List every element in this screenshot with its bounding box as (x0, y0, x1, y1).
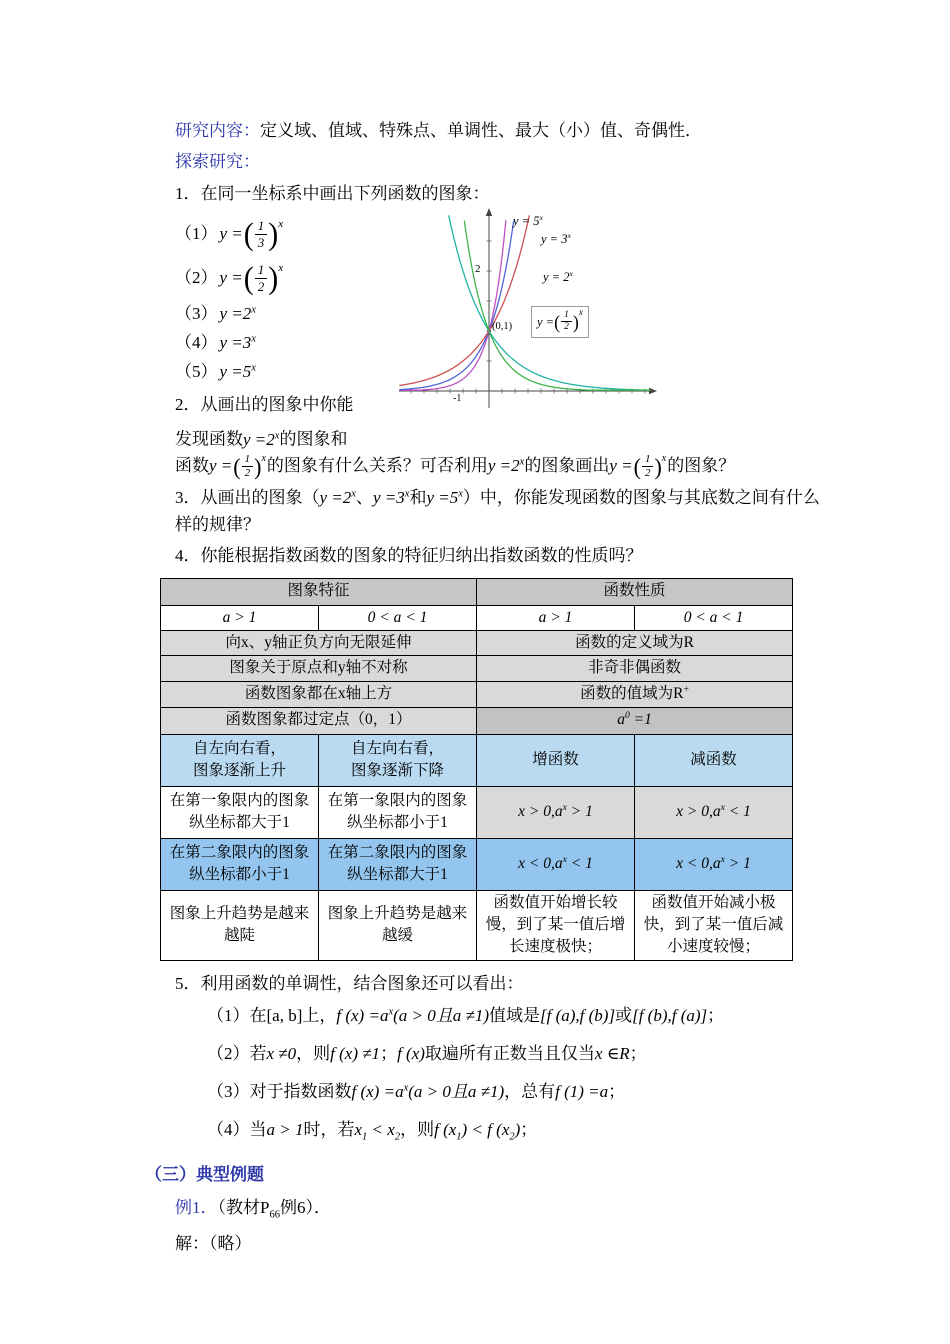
math-body: y =3 (372, 488, 405, 508)
text: （3）对于指数函数 (207, 1082, 352, 1102)
math-body: x < 0,a (518, 854, 563, 872)
math-expression: x ∈R (594, 1044, 630, 1064)
exponent: x (519, 456, 525, 468)
item-label: （5） (175, 362, 218, 382)
exponential-functions-graph (389, 206, 679, 420)
math-expression (352, 1082, 505, 1101)
math-expression (220, 359, 256, 385)
fraction (255, 262, 268, 294)
table-cell (477, 838, 635, 890)
denominator: 2 (564, 322, 569, 333)
math-body: < 1 (724, 802, 751, 820)
text-line: 自左向右看， (192, 739, 286, 757)
math-expression: [f (a),f (b)] (540, 1006, 616, 1026)
research-content-line (175, 118, 823, 144)
exponent: x (274, 430, 280, 442)
text: ； (629, 1044, 647, 1064)
table-cell: 图象关于原点和y轴不对称 (161, 656, 477, 681)
item-1 (207, 1002, 823, 1031)
curve-label-half-x (531, 306, 589, 338)
text: 的图象画出 (524, 455, 610, 475)
math-body: (a > 0且a ≠1) (408, 1082, 505, 1102)
question-2-line-1: 2．从画出的图象中你能 (175, 395, 354, 415)
document-page (145, 118, 823, 1263)
curve-label-3x (541, 232, 571, 246)
table-cell: 向x、y轴正负方向无限延伸 (161, 630, 477, 655)
math-lhs: y = (219, 223, 243, 243)
exponent: x (403, 1082, 409, 1094)
numerator: 1 (255, 262, 268, 279)
table-cell: 函数性质 (477, 578, 793, 605)
math-body: ) < f (x (461, 1119, 510, 1139)
table-row (161, 786, 793, 838)
math-body: (a > 0且a ≠1) (393, 1006, 489, 1026)
math-expression (243, 430, 279, 449)
example-label: 例1． (175, 1197, 218, 1217)
table-cell: 图象上升趋势是越来越陡 (161, 890, 319, 960)
math-expression (220, 301, 256, 327)
math-body: > 1 (724, 854, 751, 872)
table-row (161, 681, 793, 707)
math-body: y =2 (219, 304, 252, 324)
section-3-title: （三）典型例题 (145, 1165, 264, 1185)
text: 例6）． (280, 1197, 331, 1217)
math-body: ) (514, 1119, 521, 1139)
table-cell (161, 734, 319, 786)
function-item-2 (175, 256, 389, 300)
math-expression (336, 1006, 489, 1025)
text: ； (520, 1119, 538, 1139)
explore-label: 探索研究： (175, 152, 260, 172)
x-tick-label: -1 (453, 393, 462, 405)
item-label: （2） (175, 267, 218, 287)
subscript: 2 (509, 1131, 515, 1143)
math-body: x > 0,a (676, 802, 721, 820)
table-row (161, 734, 793, 786)
table-cell: 图象上升趋势是越来越缓 (319, 890, 477, 960)
curve-label-5x (513, 214, 543, 228)
superscript: x (562, 853, 567, 865)
y-axis-arrow (486, 208, 492, 216)
math-lhs: y = (209, 455, 233, 475)
text: （1）在[a, b]上， (207, 1006, 337, 1026)
table-cell: 函数值开始减小极快，到了某一值后减小速度较慢； (635, 890, 793, 960)
table-cell: 函数的定义域为R (477, 630, 793, 655)
text: ，则 (296, 1044, 331, 1064)
section-5-title: 5．利用函数的单调性，结合图象还可以看出： (175, 973, 524, 993)
math-expression (426, 488, 462, 507)
math-body: < x (367, 1119, 395, 1139)
text: 函数的值域为R (580, 685, 684, 703)
function-item-3 (175, 300, 389, 329)
math-expression (320, 488, 356, 507)
superscript: x (562, 801, 567, 813)
function-item-1 (175, 212, 389, 256)
subscript: 1 (362, 1131, 368, 1143)
math-expression: f (x) ≠1 (330, 1044, 381, 1064)
math-body: f (x) =a (351, 1082, 404, 1102)
text-line: 图象逐渐上升 (192, 762, 286, 780)
math-expression: [f (b),f (a)] (632, 1006, 708, 1026)
curve-y = 2^x (399, 215, 529, 385)
table-row-header (161, 578, 793, 605)
math-body: y =2 (487, 455, 520, 475)
denominator: 2 (257, 278, 265, 294)
math-body: y =5 (426, 488, 459, 508)
fraction (642, 453, 654, 480)
fraction (561, 310, 572, 334)
subscript: 66 (269, 1209, 280, 1220)
numerator: 1 (242, 453, 254, 467)
text: 函数 (175, 455, 209, 475)
math-expression (373, 488, 409, 507)
table-cell: 减函数 (635, 734, 793, 786)
exponent: x (661, 453, 667, 465)
numerator: 1 (255, 218, 268, 235)
table-cell: 函数图象都在x轴上方 (161, 681, 477, 707)
table-cell (319, 734, 477, 786)
subscript: 1 (456, 1131, 462, 1143)
table-cell (477, 681, 793, 707)
table-row (161, 838, 793, 890)
subscript: 2 (394, 1131, 401, 1143)
table-cell: 在第二象限内的图象纵坐标都小于1 (161, 838, 319, 890)
exponent: x (278, 217, 284, 230)
exponent: x (351, 488, 356, 500)
right-paren: ) (268, 260, 279, 296)
fraction (242, 453, 254, 480)
fraction (255, 218, 268, 250)
research-content-label: 研究内容： (175, 121, 260, 140)
table-cell: 0 < a < 1 (635, 605, 793, 630)
exponent: x (578, 307, 583, 318)
math-lhs: y = (609, 455, 633, 475)
math-body: > 1 (566, 802, 593, 820)
math-lhs: y = (219, 267, 243, 287)
text: （2）若 (207, 1044, 267, 1064)
exponent: x (569, 269, 573, 279)
question-2-line-2 (175, 422, 389, 453)
text: 、 (355, 488, 373, 508)
label-text: y = 2 (543, 270, 570, 285)
math-body: a (617, 711, 625, 729)
left-paren: ( (243, 260, 254, 296)
label-text: y = 5 (513, 214, 540, 229)
table-cell: a > 1 (477, 605, 635, 630)
exponent: x (567, 231, 571, 241)
function-item-4 (175, 329, 389, 358)
label-text: y = (537, 314, 555, 329)
exponent: x (261, 453, 266, 465)
properties-table (160, 578, 793, 961)
curve-y = 5^x (399, 220, 506, 390)
text: （4）当 (207, 1119, 267, 1139)
table-cell (477, 707, 793, 734)
fraction-expression (244, 262, 283, 294)
math-expression (434, 1119, 521, 1143)
exponent: x (458, 488, 463, 500)
fraction-expression (634, 453, 667, 480)
superscript: + (683, 683, 689, 695)
example-1-line (175, 1195, 823, 1224)
item-label: （4） (175, 333, 218, 353)
text: 的图象有什么关系？可否利用 (266, 455, 488, 475)
question-3 (175, 485, 823, 538)
item-4 (207, 1116, 823, 1146)
math-body: < 1 (566, 854, 593, 872)
denominator: 2 (244, 467, 251, 480)
x-axis-arrow (649, 388, 657, 394)
math-body: y =2 (319, 488, 352, 508)
left-paren: ( (233, 453, 241, 480)
section-5-items (207, 1002, 823, 1146)
question-1: 1．在同一坐标系中画出下列函数的图象： (175, 183, 490, 203)
origin-point-label: (0,1) (492, 321, 513, 333)
table-cell: 函数值开始增长较慢，到了某一值后增长速度极快； (477, 890, 635, 960)
question-2-continuation (175, 453, 823, 481)
exponent: x (278, 261, 284, 274)
math-expression (488, 456, 524, 475)
right-paren: ) (654, 453, 662, 480)
left-paren: ( (554, 311, 561, 333)
text: ； (608, 1082, 626, 1102)
denominator: 2 (644, 467, 651, 480)
table-cell: 在第一象限内的图象纵坐标都小于1 (319, 786, 477, 838)
math-body: x < 0,a (676, 854, 721, 872)
math-body: x > 0,a (518, 802, 563, 820)
item-label: （1） (175, 223, 218, 243)
numerator: 1 (642, 453, 654, 467)
table-cell: 在第二象限内的图象纵坐标都大于1 (319, 838, 477, 890)
table-row (161, 656, 793, 681)
text-line: 图象逐渐下降 (351, 762, 445, 780)
text: 或 (615, 1006, 633, 1026)
superscript: x (720, 853, 725, 865)
table-cell (635, 838, 793, 890)
exponent: x (251, 362, 256, 374)
table-cell (635, 786, 793, 838)
solution-line: 解：（略） (175, 1234, 252, 1254)
math-body: y =5 (219, 362, 252, 382)
left-paren: ( (633, 453, 641, 480)
function-item-5 (175, 358, 389, 387)
right-paren: ) (268, 216, 279, 252)
text: 的图象和 (279, 429, 348, 449)
math-expression: f (x) (397, 1044, 425, 1064)
math-expression: a > 1 (266, 1119, 304, 1139)
item-2 (207, 1040, 823, 1069)
table-cell: 图象特征 (161, 578, 477, 605)
superscript: x (720, 801, 725, 813)
left-paren: ( (243, 216, 254, 252)
math-body: y =3 (219, 333, 252, 353)
table-cell: 函数图象都过定点（0，1） (161, 707, 477, 734)
text: 3．从画出的图象（ (175, 488, 320, 508)
table-cell: a > 1 (161, 605, 319, 630)
exponent: x (388, 1006, 394, 1018)
math-body: y =2 (243, 429, 275, 449)
fraction-expression (233, 453, 266, 480)
exponent: x (251, 304, 256, 316)
math-expression (220, 330, 256, 356)
numerator: 1 (561, 310, 572, 322)
denominator: 3 (257, 234, 265, 250)
question-4: 4．你能根据指数函数的图象的特征归纳出指数函数的性质吗？ (175, 546, 643, 566)
table-row-conditions (161, 605, 793, 630)
math-body: f (x) =a (336, 1006, 389, 1026)
label-text: y = 3 (541, 232, 568, 247)
text: 取遍所有正数当且仅当 (424, 1044, 595, 1064)
text: 时，若 (303, 1119, 355, 1139)
right-paren: ) (254, 453, 262, 480)
math-expression (354, 1119, 401, 1143)
table-cell: 非奇非偶函数 (477, 656, 793, 681)
fraction-expression (244, 218, 283, 250)
table-cell: 0 < a < 1 (319, 605, 477, 630)
math-body: x (354, 1119, 363, 1139)
superscript: 0 (624, 710, 630, 722)
table-row (161, 707, 793, 734)
item-label: （3） (175, 304, 218, 324)
item-3 (207, 1078, 823, 1107)
text: ，则 (400, 1119, 435, 1139)
research-content-text: 定义域、值域、特殊点、单调性、最大（小）值、奇偶性． (260, 121, 702, 140)
text: ； (380, 1044, 398, 1064)
table-cell: 增函数 (477, 734, 635, 786)
exponent: x (251, 333, 256, 345)
text: 和 (409, 488, 427, 508)
text: 的图象？ (667, 455, 736, 475)
curve-label-2x (543, 270, 573, 284)
right-paren: ) (572, 311, 579, 333)
math-expression: f (1) =a (555, 1082, 609, 1102)
text: 值域是 (489, 1006, 540, 1026)
math-body: =1 (629, 711, 652, 729)
text-line: 自左向右看， (351, 739, 445, 757)
table-cell (477, 786, 635, 838)
table-row (161, 890, 793, 960)
y-tick-label: 2 (475, 263, 481, 276)
exponent: x (404, 488, 410, 500)
table-cell: 在第一象限内的图象纵坐标都大于1 (161, 786, 319, 838)
text: ）中，你能发现函数的图象与其底数之间有什么样的规律？ (175, 488, 820, 534)
text: 发现函数 (175, 429, 243, 449)
table-row (161, 630, 793, 655)
text: ，总有 (504, 1082, 556, 1102)
explore-line (175, 149, 823, 175)
math-body: f (x (434, 1119, 457, 1139)
functions-and-graph-row (175, 212, 823, 453)
text: （教材P (217, 1197, 270, 1217)
function-list (175, 212, 389, 453)
text: ； (707, 1006, 725, 1026)
math-expression: x ≠0 (266, 1044, 297, 1064)
exponent: x (539, 213, 543, 223)
